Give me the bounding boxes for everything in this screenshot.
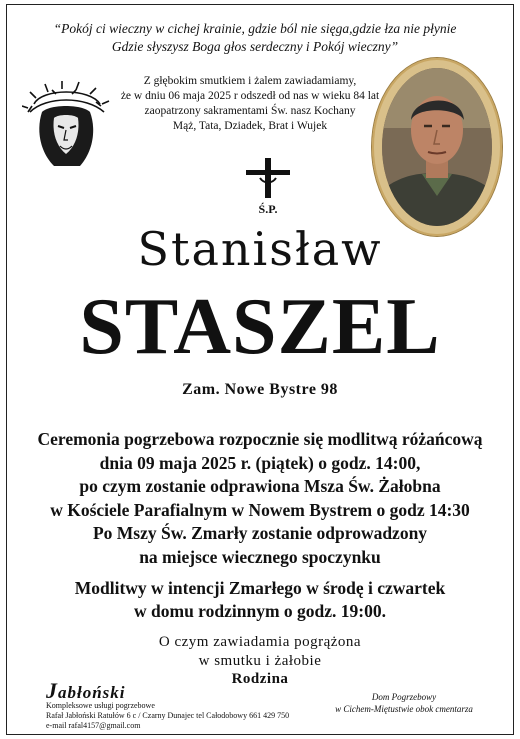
ceremony-details: [20, 428, 500, 569]
closing-line: O czym zawiadamia pogrążona: [158, 634, 362, 650]
dom-location: w Cichem-Miętustwie obok cmentarza: [335, 704, 473, 714]
death-announcement: [120, 74, 380, 134]
quote-line: “Pokój ci wieczny w cichej krainie, gdzie ból nie sięga,gdzie łza nie płynie: [53, 21, 457, 36]
ceremony-line: po czym zostanie odprawiona Msza Św. Żałobna: [79, 476, 441, 496]
quote-line: Gdzie słyszysz Boga głos serdeczny i Pokój wieczny”: [111, 39, 399, 54]
dom-title: Dom Pogrzebowy: [371, 692, 437, 702]
intro-line: zaopatrzony sakramentami Św. nasz Kochany: [144, 105, 356, 117]
intro-line: Mąż, Tata, Dziadek, Brat i Wujek: [172, 120, 328, 132]
residence-address: Zam. Nowe Bystre 98: [182, 381, 338, 398]
ceremony-line: Ceremonia pogrzebowa rozpocznie się modlitwą różańcową: [37, 429, 483, 449]
cross-label: Ś.P.: [258, 202, 278, 216]
closing-line: w smutku i żałobie: [198, 652, 322, 669]
prayer-details: [20, 577, 500, 623]
cross-icon: [236, 156, 300, 216]
jesus-crown-of-thorns-icon: [22, 74, 110, 170]
ceremony-line: na miejsce wiecznego spoczynku: [139, 546, 381, 567]
intro-line: Z głębokim smutkiem i żalem zawiadamiamy,: [143, 75, 357, 87]
family-closing: [0, 633, 520, 689]
last-name: STASZEL: [79, 283, 441, 371]
portrait-photo: [382, 68, 492, 226]
funeral-home-contact: Rafał Jabłoński Ratułów 6 c / Czarny Dunajec tel Całodobowy 661 429 750: [46, 711, 290, 720]
funeral-home-tagline: Kompleksowe usługi pogrzebowe: [46, 701, 155, 710]
ceremony-line: Po Mszy Św. Zmarły zostanie odprowadzony: [92, 523, 428, 543]
prayer-line: w domu rodzinnym o godz. 19:00.: [134, 601, 386, 621]
funeral-home-logo: Jabłoński: [46, 678, 126, 703]
closing-signature: Rodzina: [231, 671, 289, 687]
funeral-home-email: e-mail rafal4157@gmail.com: [46, 721, 141, 730]
ceremony-line: w Kościele Parafialnym w Nowem Bystrem o godz 14:30: [50, 499, 470, 520]
first-name: Stanisław: [137, 222, 383, 276]
memorial-quote: [20, 20, 490, 56]
intro-line: że w dniu 06 maja 2025 r odszedł od nas w wieku 84 lat: [120, 90, 380, 102]
ceremony-line: dnia 09 maja 2025 r. (piątek) o godz. 14:00,: [99, 452, 421, 473]
prayer-line: Modlitwy w intencji Zmarłego w środę i czwartek: [74, 578, 446, 598]
funeral-home-dom-pogrzebowy: [322, 691, 486, 715]
